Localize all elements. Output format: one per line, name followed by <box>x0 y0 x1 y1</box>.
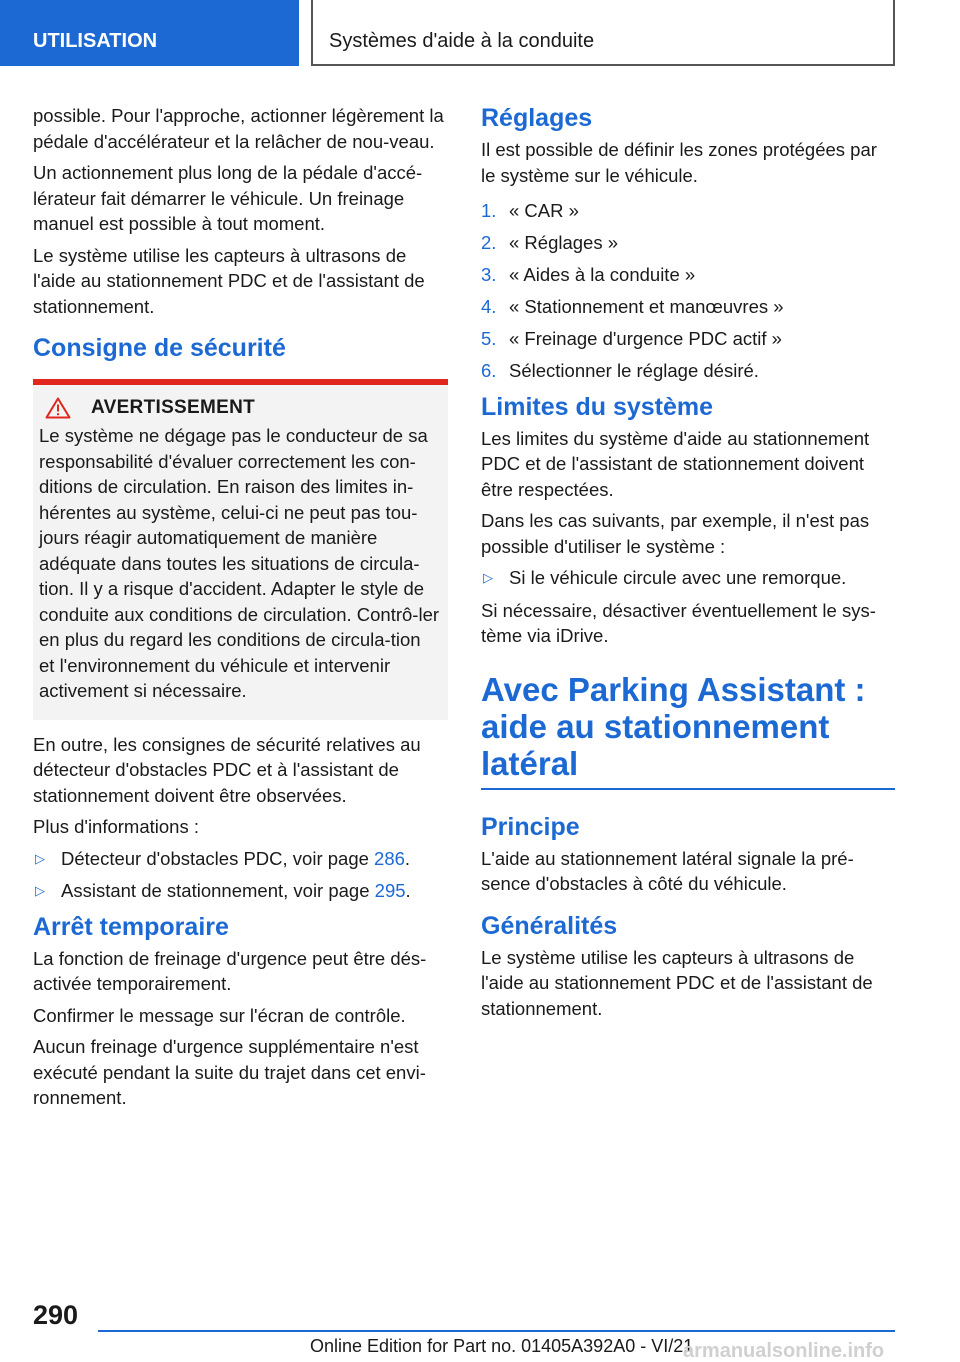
step-number: 6. <box>481 360 497 381</box>
list-item <box>481 565 896 591</box>
limits-heading: Limites du système <box>481 392 714 421</box>
step-text: « Aides à la conduite » <box>509 264 696 285</box>
step-number: 5. <box>481 328 497 349</box>
chapter-heading: Avec Parking Assistant : aide au stationnement latéral <box>481 670 866 782</box>
page-number: 290 <box>33 1300 79 1330</box>
page-link[interactable]: 295 <box>374 880 406 901</box>
pause-heading: Arrêt temporaire <box>33 912 229 941</box>
paragraph: Plus d'informations : <box>33 816 199 837</box>
step-text: « Stationnement et manœuvres » <box>509 296 784 317</box>
paragraph: Le système utilise les capteurs à ultrasons de l'aide au stationnement PDC et de l'assistant de stationnement. <box>33 244 425 317</box>
section-tab: UTILISATION <box>0 0 299 66</box>
general-heading: Généralités <box>481 911 618 940</box>
list-item-text: Détecteur d'obstacles PDC, voir page <box>61 847 375 869</box>
step-item <box>481 230 896 256</box>
heading-rule <box>481 788 895 790</box>
paragraph: En outre, les consignes de sécurité relatives au détecteur d'obstacles PDC et à l'assistant de stationnement doivent être observées. <box>33 733 421 806</box>
settings-heading: Réglages <box>481 104 593 132</box>
limits-list <box>481 565 896 591</box>
paragraph: Il est possible de définir les zones protégées par le système sur le véhicule. <box>481 139 877 186</box>
step-text: « Freinage d'urgence PDC actif » <box>509 328 782 349</box>
paragraph: possible. Pour l'approche, actionner légèrement la pédale d'accélérateur et la relâcher de nou-veau. <box>33 105 444 152</box>
principle-heading: Principe <box>481 812 580 841</box>
warning-title: AVERTISSEMENT <box>91 397 256 418</box>
step-number: 1. <box>481 200 497 221</box>
step-item <box>481 198 896 224</box>
left-column <box>33 103 448 1117</box>
step-item <box>481 262 896 288</box>
triangle-bullet-icon: ▷ <box>35 850 45 866</box>
step-number: 3. <box>481 264 497 285</box>
watermark: armanualsonline.info <box>683 1340 885 1362</box>
chapter-title: Systèmes d'aide à la conduite <box>311 0 895 66</box>
list-item-text: Assistant de stationnement, voir page <box>61 880 375 901</box>
safety-heading: Consigne de sécurité <box>33 334 286 362</box>
warning-triangle-icon <box>45 397 71 419</box>
punctuation: . <box>404 847 411 869</box>
paragraph: Dans les cas suivants, par exemple, il n'est pas possible d'utiliser le système : <box>481 510 870 557</box>
right-column <box>481 103 896 1027</box>
triangle-bullet-icon: ▷ <box>35 883 45 898</box>
step-text: « CAR » <box>509 200 579 221</box>
step-text: « Réglages » <box>509 232 619 253</box>
list-item <box>33 846 448 872</box>
warning-text: Le système ne dégage pas le conducteur de sa responsabilité d'évaluer correctement les con-ditions de circulation. En raison des limites in-hérentes au système, celui-ci ne peut pas tou-jours réagir automatiquement de manière adéquate dans toutes les situations de circula-tion. Il y a risque d'accident. Adapter le style de conduite aux conditions de circulation. Contrô-ler en plus du regard les conditions de circula-tion et l'environnement du véhicule et intervenir activement si nécessaire. <box>39 425 440 701</box>
page-header <box>0 0 960 66</box>
edition-text: Online Edition for Part no. 01405A392A0 - VI/21 <box>310 1336 694 1356</box>
warning-header <box>45 397 440 419</box>
punctuation: . <box>405 880 411 901</box>
paragraph: La fonction de freinage d'urgence peut être dés-activée temporairement. <box>33 947 427 994</box>
list-item <box>33 878 448 904</box>
triangle-bullet-icon: ▷ <box>483 570 493 585</box>
step-item <box>481 294 896 320</box>
step-item <box>481 326 896 352</box>
paragraph: Les limites du système d'aide au stationnement PDC et de l'assistant de stationnement doivent être respectées. <box>481 427 870 500</box>
paragraph: Confirmer le message sur l'écran de contrôle. <box>33 1004 406 1026</box>
warning-box <box>33 379 448 720</box>
paragraph: Le système utilise les capteurs à ultrasons de l'aide au stationnement PDC et de l'assistant de stationnement. <box>481 946 873 1019</box>
page-link[interactable]: 286 <box>374 847 405 869</box>
paragraph: L'aide au stationnement latéral signale la pré-sence d'obstacles à côté du véhicule. <box>481 847 854 894</box>
reference-list <box>33 846 448 904</box>
footer-rule <box>98 1330 895 1332</box>
paragraph: Aucun freinage d'urgence supplémentaire n'est exécuté pendant la suite du trajet dans cet envi-ronnement. <box>33 1036 426 1108</box>
paragraph: Un actionnement plus long de la pédale d'accé-lérateur fait démarrer le véhicule. Un freinage manuel est possible à tout moment. <box>33 162 423 234</box>
settings-steps <box>481 198 896 384</box>
paragraph: Si nécessaire, désactiver éventuellement le sys-tème via iDrive. <box>481 599 876 646</box>
step-item <box>481 358 896 384</box>
list-item-text: Si le véhicule circule avec une remorque. <box>509 567 847 588</box>
step-number: 2. <box>481 232 497 253</box>
step-text: Sélectionner le réglage désiré. <box>509 360 759 381</box>
step-number: 4. <box>481 296 497 317</box>
